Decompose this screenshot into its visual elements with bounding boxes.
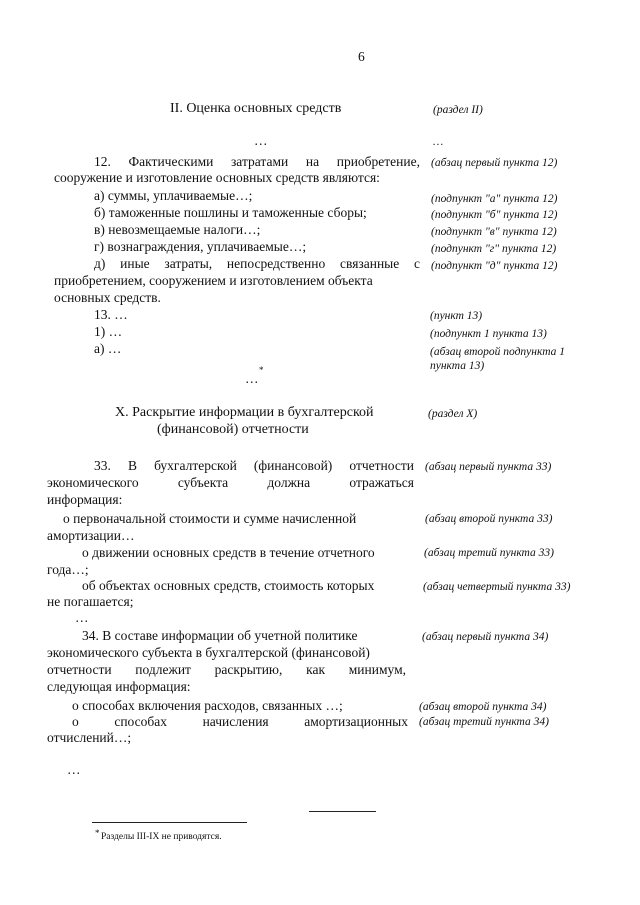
- reference: (подпункт "б" пункта 12): [431, 209, 558, 221]
- paragraph-line: приобретением, сооружением и изготовлением объекта: [54, 273, 373, 288]
- paragraph-line: о способах начисления амортизационных: [72, 714, 408, 729]
- reference: (пункт 13): [430, 310, 483, 322]
- page-number: 6: [358, 49, 365, 64]
- ellipsis: …: [433, 136, 444, 148]
- section-heading: II. Оценка основных средств: [170, 101, 342, 116]
- list-item: д) иные затраты, непосредственно связанные с: [94, 256, 420, 271]
- section-heading: X. Раскрытие информации в бухгалтерской: [115, 405, 374, 420]
- paragraph-line: сооружение и изготовление основных средств являются:: [54, 170, 380, 185]
- reference: (подпункт "г" пункта 12): [431, 243, 557, 255]
- paragraph-line: отчетности подлежит раскрытию, как минимум,: [47, 662, 406, 677]
- reference: (абзац третий пункта 33): [424, 547, 554, 559]
- reference: (абзац второй пункта 33): [425, 513, 553, 525]
- paragraph-line: 13. …: [94, 307, 128, 322]
- separator-line: [309, 811, 376, 812]
- reference: (раздел II): [433, 104, 483, 116]
- paragraph-line: об объектах основных средств, стоимость которых: [82, 578, 375, 593]
- paragraph-line: экономического субъекта в бухгалтерской (финансовой): [47, 645, 370, 660]
- reference: (подпункт "д" пункта 12): [431, 260, 558, 272]
- paragraph-line: не погашается;: [47, 594, 134, 609]
- ellipsis: …: [75, 610, 89, 625]
- paragraph-line: 12. Фактическими затратами на приобретение,: [94, 154, 420, 169]
- reference: (абзац первый пункта 12): [431, 157, 558, 169]
- list-item: г) вознаграждения, уплачиваемые…;: [94, 239, 307, 254]
- footnote-mark: *: [95, 828, 100, 838]
- section-heading: (финансовой) отчетности: [157, 422, 309, 437]
- ellipsis: …: [254, 133, 268, 148]
- reference: (абзац первый пункта 33): [425, 461, 552, 473]
- paragraph-line: а) …: [94, 341, 122, 356]
- list-item: б) таможенные пошлины и таможенные сборы;: [94, 205, 367, 220]
- reference: (раздел X): [428, 408, 478, 420]
- ellipsis: …: [245, 371, 259, 386]
- reference: (подпункт "а" пункта 12): [431, 193, 558, 205]
- footnote-text: Разделы III-IX не приводятся.: [101, 832, 222, 842]
- footnote-rule: [92, 822, 247, 823]
- ellipsis: …: [67, 762, 81, 777]
- reference: (подпункт "в" пункта 12): [431, 226, 557, 238]
- paragraph-line: 1) …: [94, 324, 123, 339]
- list-item: а) суммы, уплачиваемые…;: [94, 188, 253, 203]
- paragraph-line: 34. В составе информации об учетной политике: [82, 628, 358, 643]
- paragraph-line: основных средств.: [54, 290, 161, 305]
- paragraph-line: следующая информация:: [47, 679, 191, 694]
- reference: (подпункт 1 пункта 13): [430, 328, 547, 340]
- reference: (абзац второй пункта 34): [419, 701, 547, 713]
- paragraph-line: о движении основных средств в течение отчетного: [82, 545, 375, 560]
- paragraph-line: года…;: [47, 562, 89, 577]
- paragraph-line: амортизации…: [47, 528, 135, 543]
- paragraph-line: экономического субъекта должна отражаться: [47, 475, 414, 490]
- reference: пункта 13): [430, 360, 485, 372]
- paragraph-line: о первоначальной стоимости и сумме начисленной: [63, 511, 357, 526]
- paragraph-line: 33. В бухгалтерской (финансовой) отчетности: [94, 458, 414, 473]
- footnote-mark: *: [259, 365, 264, 375]
- reference: (абзац первый пункта 34): [422, 631, 549, 643]
- paragraph-line: о способах включения расходов, связанных …;: [72, 698, 343, 713]
- paragraph-line: информация:: [47, 492, 123, 507]
- reference: (абзац четвертый пункта 33): [423, 581, 571, 593]
- reference: (абзац третий пункта 34): [419, 716, 549, 728]
- paragraph-line: отчислений…;: [47, 730, 132, 745]
- list-item: в) невозмещаемые налоги…;: [94, 222, 261, 237]
- reference: (абзац второй подпункта 1: [430, 346, 566, 358]
